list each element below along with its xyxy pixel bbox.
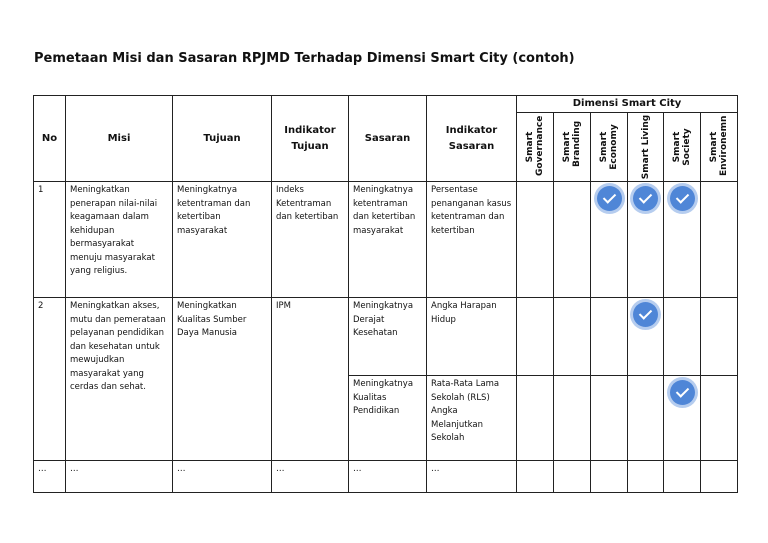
check-cell[interactable] xyxy=(554,298,591,376)
check-cell[interactable] xyxy=(701,182,738,298)
check-icon xyxy=(670,186,695,211)
header-indikator-tujuan: Indikator Tujuan xyxy=(272,96,349,182)
header-smart-environment: Smart Environemn xyxy=(701,113,738,182)
cell-indikator-sasaran: Angka Harapan Hidup xyxy=(427,298,517,376)
check-icon xyxy=(597,186,622,211)
check-cell[interactable] xyxy=(554,461,591,493)
check-cell[interactable] xyxy=(591,298,628,376)
cell-no: 1 xyxy=(34,182,66,298)
check-icon xyxy=(633,186,658,211)
cell-sasaran: Meningkatnya Derajat Kesehatan xyxy=(349,298,427,376)
check-cell[interactable] xyxy=(664,376,701,461)
header-indikator-sasaran: Indikator Sasaran xyxy=(427,96,517,182)
check-cell[interactable] xyxy=(554,182,591,298)
cell-indikator-sasaran: … xyxy=(427,461,517,493)
header-smart-society: Smart Society xyxy=(664,113,701,182)
mapping-table xyxy=(33,95,738,493)
cell-sasaran: Meningkatnya ketentraman dan ketertiban masyarakat xyxy=(349,182,427,298)
check-cell[interactable] xyxy=(628,182,664,298)
check-cell[interactable] xyxy=(591,376,628,461)
check-cell[interactable] xyxy=(701,461,738,493)
cell-sasaran: Meningkatnya Kualitas Pendidikan xyxy=(349,376,427,461)
cell-no: … xyxy=(34,461,66,493)
cell-tujuan: Meningkatnya ketentraman dan ketertiban masyarakat xyxy=(173,182,272,298)
header-smart-governance: Smart Governance xyxy=(517,113,554,182)
header-smart-living: Smart Living xyxy=(628,113,664,182)
cell-no: 2 xyxy=(34,298,66,461)
header-dimensi: Dimensi Smart City xyxy=(517,96,738,113)
check-cell[interactable] xyxy=(554,376,591,461)
check-cell[interactable] xyxy=(628,376,664,461)
cell-indikator-sasaran: Rata-Rata Lama Sekolah (RLS) Angka Melanjutkan Sekolah xyxy=(427,376,517,461)
cell-indikator-sasaran: Persentase penanganan kasus ketentraman dan ketertiban xyxy=(427,182,517,298)
table-row xyxy=(34,182,738,298)
check-cell[interactable] xyxy=(517,298,554,376)
cell-misi: Meningkatkan penerapan nilai-nilai keagamaan dalam kehidupan bermasyarakat menuju masyarakat yang religius. xyxy=(66,182,173,298)
header-smart-branding: Smart Branding xyxy=(554,113,591,182)
table-row xyxy=(34,298,738,376)
cell-indikator-tujuan: IPM xyxy=(272,298,349,461)
check-icon xyxy=(670,380,695,405)
check-cell[interactable] xyxy=(517,461,554,493)
check-cell[interactable] xyxy=(628,461,664,493)
cell-tujuan: Meningkatkan Kualitas Sumber Daya Manusia xyxy=(173,298,272,461)
cell-sasaran: … xyxy=(349,461,427,493)
header-no: No xyxy=(34,96,66,182)
header-sasaran: Sasaran xyxy=(349,96,427,182)
table-row xyxy=(34,461,738,493)
header-misi: Misi xyxy=(66,96,173,182)
header-smart-economy: Smart Economy xyxy=(591,113,628,182)
header-tujuan: Tujuan xyxy=(173,96,272,182)
check-cell[interactable] xyxy=(664,298,701,376)
check-cell[interactable] xyxy=(591,182,628,298)
check-cell[interactable] xyxy=(517,376,554,461)
check-cell[interactable] xyxy=(664,461,701,493)
check-cell[interactable] xyxy=(628,298,664,376)
cell-indikator-tujuan: … xyxy=(272,461,349,493)
check-cell[interactable] xyxy=(701,376,738,461)
check-cell[interactable] xyxy=(591,461,628,493)
cell-indikator-tujuan: Indeks Ketentraman dan ketertiban xyxy=(272,182,349,298)
page-title: Pemetaan Misi dan Sasaran RPJMD Terhadap Dimensi Smart City (contoh) xyxy=(34,51,575,66)
cell-misi: … xyxy=(66,461,173,493)
check-cell[interactable] xyxy=(701,298,738,376)
cell-misi: Meningkatkan akses, mutu dan pemerataan pelayanan pendidikan dan kesehatan untuk mewujudkan masyarakat yang cerdas dan sehat. xyxy=(66,298,173,461)
check-icon xyxy=(633,302,658,327)
cell-tujuan: … xyxy=(173,461,272,493)
check-cell[interactable] xyxy=(664,182,701,298)
check-cell[interactable] xyxy=(517,182,554,298)
